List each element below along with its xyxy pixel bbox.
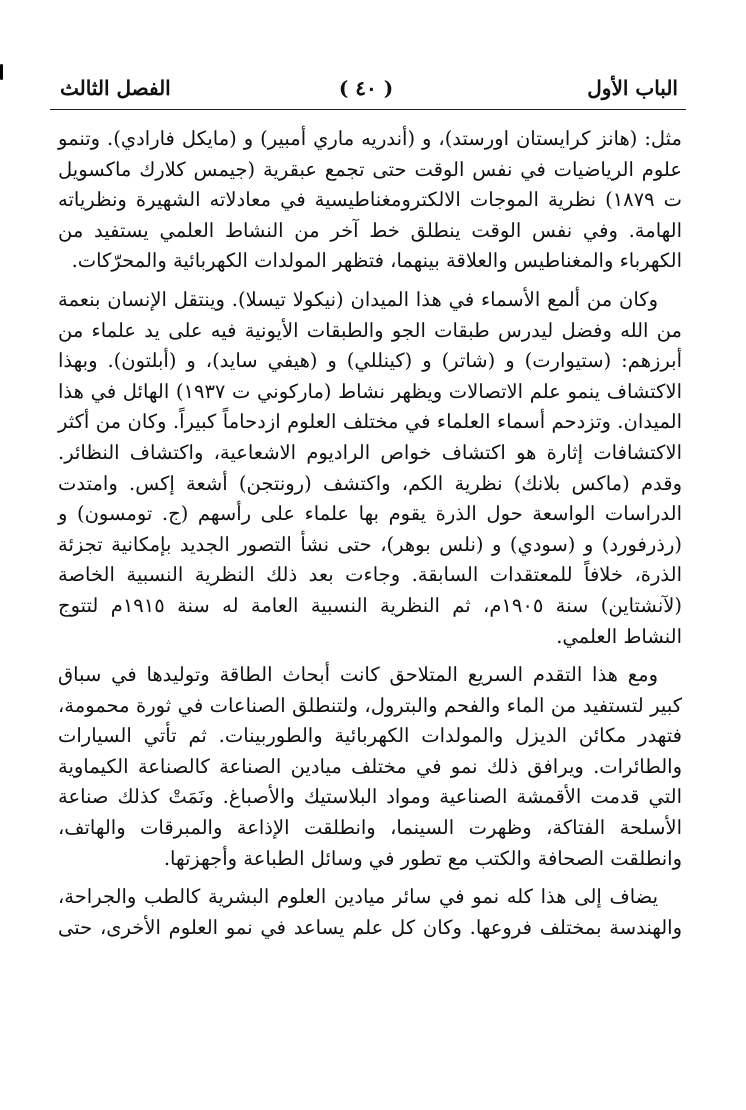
paragraph-2: وكان من ألمع الأسماء في هذا الميدان (نيكولا تيسلا). وينتقل الإنسان بنعمة من الله وفضل ليدرس طبقات الجو والطبقات الأيونية فيه على يد علماء من أبرزهم: (ستيوارت) و (شاتر) و (كينللي) و (هيفي سايد)، و (أبلتون). وبهذا الاكتشاف ينمو علم الاتصالات ويظهر نشاط (ماركوني ت ١٩٣٧) الهائل في هذا الميدان. وتزدحم أسماء العلماء في مختلف العلوم ازدحاماً كبيراً. وكان من أكثر الاكتشافات إثارة هو اكتشاف خواص الراديوم الاشعاعية، واكتشاف النظائر. وقدم (ماكس بلانك) نظرية الكم، واكتشف (رونتجن) أشعة إكس. وامتدت الدراسات الواسعة حول الذرة يقوم بها علماء على رأسهم (ج. تومسون) و (رذرفورد) و (سودي) و (نلس بوهر)، حتى نشأ التصور الجديد بإمكانية تجزئة الذرة، خلافاً للمعتقدات السابقة. وجاءت بعد ذلك النظرية النسبية الخاصة (لآنشتاين) سنة ١٩٠٥م، ثم النظرية النسبية العامة له سنة ١٩١٥م لتتوج النشاط العلمي. <box>58 287 682 648</box>
paragraph-1: مثل: (هانز كرايستان اورستد)، و (أندريه ماري أمبير) و (مايكل فارادي). وتنمو علوم الرياضيات في نفس الوقت حتى تجمع عبقرية (جيمس كلارك ماكسويل ت ١٨٧٩) نظرية الموجات الالكترومغناطيسية في معادلاته الشهيرة ونظرياته الهامة. وفي نفس الوقت ينطلق خط آخر من النشاط العلمي يستفيد من الكهرباء والمغناطيس والعلاقة بينهما، فتظهر المولدات الكهربائية والمحرّكات. <box>58 127 682 273</box>
paragraph-3: ومع هذا التقدم السريع المتلاحق كانت أبحاث الطاقة وتوليدها في سباق كبير لتستفيد من الماء والفحم والبترول، ولتنطلق الصناعات في ثورة محمومة، فتهدر مكائن الديزل والمولدات الكهربائية والطوربينات. ثم تأتي السيارات والطائرات. ويرافق ذلك نمو في مختلف ميادين الصناعة كالصناعة الكيماوية التي قدمت الأقمشة الصناعية ومواد البلاستيك والأصباغ. ونَمَتْ كذلك صناعة الأسلحة الفتاكة، وظهرت السينما، وانطلقت الإذاعة والمبرقات والهاتف، وانطلقت الصحافة والكتب مع تطور في وسائل الطباعة وأجهزتها. <box>58 663 682 870</box>
header-divider <box>50 109 686 110</box>
paragraph-4: يضاف إلى هذا كله نمو في سائر ميادين العلوم البشرية كالطب والجراحة، والهندسة بمختلف فروعها. وكان كل علم يساعد في نمو العلوم الأخرى، حتى <box>58 885 682 939</box>
page-number: ( ٤٠ ) <box>338 76 394 100</box>
page-edge-mark <box>0 64 3 80</box>
running-header <box>50 72 682 108</box>
chapter-title: الفصل الثالث <box>60 76 171 100</box>
part-title: الباب الأول <box>587 76 678 100</box>
body-text <box>58 124 682 951</box>
